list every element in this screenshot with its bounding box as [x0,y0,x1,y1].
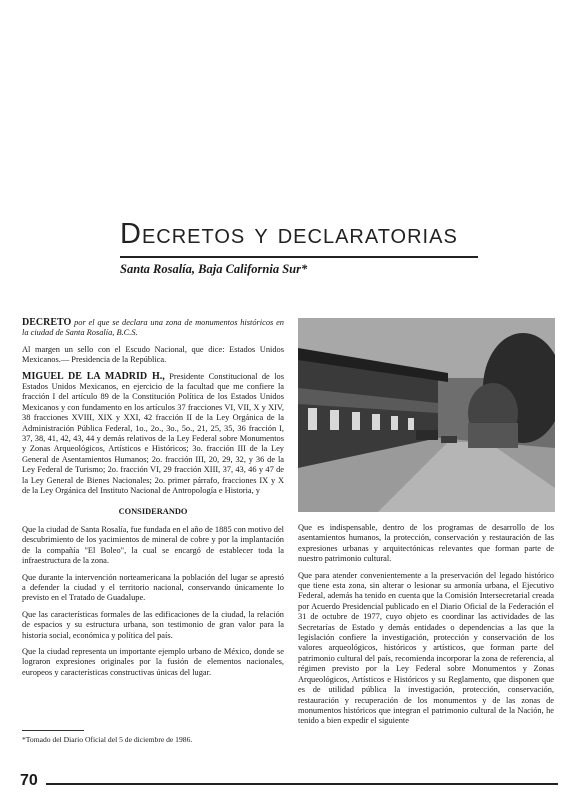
decreto-heading [22,318,284,339]
president-text: Presidente Constitucional de los Estados Unidos Mexicanos, en ejercicio de la facultad que me confiere la fracción I del artículo 89 de la Constitución Política de los Estados Unidos Mexicanos y con fundamento en los artículos 37 fracciones VI, VII, X y XIV, 38 fracciones XVIII, XIX y XXI, 42 fracción II de la Ley Orgánica de la Administración Pública Federal, 1o., 2o., 3o., 5o., 21, 25, 35, 36 fracción I, 37, 38, 41, 42, 43, 44 y demás relativos de la Ley Federal sobre Monumentos y Zonas Arqueológicos, Artísticos e Históricos; 3o. fracción III de la Ley General de Asentamientos Humanos; 2o. fracción III, 20, 29, 32, y 36 de la Ley Federal de Turismo; 2o. fracción VI, 29 fracción XIII, 37, 43, 46 y 47 de la Ley General de Bienes Nacionales; 2o. primer párrafo, fracciones IX y X de la Ley Orgánica del Instituto Nacional de Antropología e Historia, y [22,371,284,496]
paragraph: Que las características formales de las edificaciones de la ciudad, la relación de espacios y su estructura urbana, son testimonio de gran valor para la historia social, económica y política del país. [22,609,284,640]
president-name: MIGUEL DE LA MADRID H., [22,370,165,382]
page-subtitle: Santa Rosalía, Baja California Sur* [120,262,308,276]
considerando-heading: CONSIDERANDO [118,506,188,516]
footnote-rule [22,730,84,731]
decreto-keyword: DECRETO [22,317,72,328]
right-column [298,523,554,733]
paragraph: Que durante la intervención norteamericana la población del lugar se aprestó a defender la ciudad y el territorio nacional, conservando únicamente lo previsto en el Tratado de Guadalupe. [22,572,284,603]
page-number: 70 [20,772,38,789]
bottom-rule [46,783,558,785]
paragraph: Que para atender convenientemente a la preservación del legado histórico que tiene esta zona, sin alterar o lesionar su armonía urbana, el Ejecutivo Federal, además ha tenido en cuenta que la Comisión Intersecretarial creada por Acuerdo Presidencial publicado en el Diario Oficial de la Federación el 31 de octubre de 1977, cuyo objeto es coordinar las actividades de las Secretarías de Estado y demás entidades o dependencias a las que la legislación confiere la investigación, protección y conservación de los valores arqueológicos, históricos y artísticos, que forman parte del patrimonio cultural del país, recomienda incorporar la zona de referencia, al régimen previsto por la Ley Federal sobre Monumentos y Zonas Arqueológicos, Artísticos e Históricos y su Reglamento, que disponen que es de utilidad pública la investigación, protección, conservación, restauración y recuperación de los monumentos y de las zonas de monumentos históricos que integran el patrimonio cultural de la Nación, he tenido a bien expedir el siguiente [298,570,554,726]
title-rule [120,256,478,258]
paragraph: Que es indispensable, dentro de los programas de desarrollo de los asentamientos humanos, la protección, conservación y restauración de las expresiones urbanas y arquitectónicas relevantes que forman parte de nuestro patrimonio cultural. [298,523,554,564]
paragraph: Que la ciudad de Santa Rosalía, fue fundada en el año de 1885 con motivo del descubrimiento de los yacimientos de mineral de cobre y por la implantación de la compañía "El Boleo", la cual se encargó de establecer toda la infraestructura de la zona. [22,524,284,566]
margin-note: Al margen un sello con el Escudo Nacional, que dice: Estados Unidos Mexicanos.— Presidencia de la República. [22,344,284,365]
street-photo [298,318,555,512]
footnote: *Tomado del Diario Oficial del 5 de diciembre de 1986. [22,735,193,744]
paragraph: Que la ciudad representa un importante ejemplo urbano de México, donde se lograron expresiones originales por la fusión de elementos nacionales, europeos y características constructivas únicas del lugar. [22,646,284,677]
decreto-text: por el que se declara una zona de monumentos históricos en la ciudad de Santa Rosalía, B.C.S. [22,318,284,338]
left-column [22,318,284,684]
page-title: Decretos y declaratorias [120,218,458,250]
president-paragraph [22,372,284,497]
